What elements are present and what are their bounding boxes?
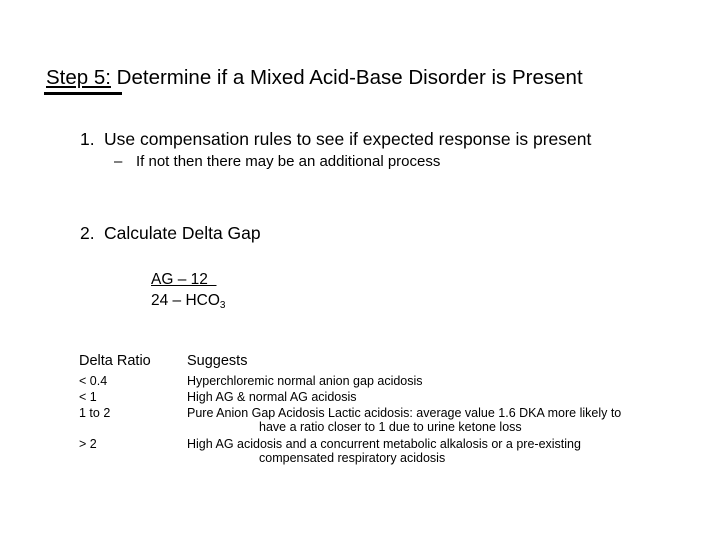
row-ratio: > 2 bbox=[79, 437, 97, 451]
subscript: 3 bbox=[219, 300, 226, 311]
slide-title bbox=[46, 66, 583, 90]
title-text: Determine if a Mixed Acid-Base Disorder is Present bbox=[110, 66, 583, 89]
formula-denominator: $24 - HCO_3$ bbox=[151, 292, 226, 311]
sub-item-text: If not then there may be an additional process bbox=[136, 153, 441, 170]
row-ratio: 1 to 2 bbox=[79, 406, 111, 420]
row-description: Pure Anion Gap Acidosis Lactic acidosis: average value 1.6 DKA more likely to have a ratio closer to 1 due to urine ketone loss bbox=[187, 406, 622, 434]
table-header-ratio: Delta Ratio bbox=[79, 353, 151, 369]
row-description: Hyperchloremic normal anion gap acidosis bbox=[187, 374, 423, 388]
row-description: High AG acidosis and a concurrent metabolic alkalosis or a pre-existing compensated respiratory acidosis bbox=[187, 437, 581, 465]
list-item-text: Use compensation rules to see if expected response is present bbox=[104, 129, 592, 149]
list-number: 1. bbox=[80, 129, 95, 149]
list-item-text: Calculate Delta Gap bbox=[104, 223, 261, 243]
list-number: 2. bbox=[80, 223, 95, 243]
list-item-compensation bbox=[80, 128, 591, 150]
step-label: Step 5: bbox=[46, 66, 111, 89]
sub-dash: – bbox=[114, 153, 123, 170]
sub-item-additional-process bbox=[114, 152, 440, 172]
title-underline-bar bbox=[44, 92, 122, 95]
row-ratio: < 1 bbox=[79, 390, 97, 404]
table-header-suggests: Suggests bbox=[187, 353, 248, 369]
row-description: High AG & normal AG acidosis bbox=[187, 390, 357, 404]
row-ratio: < 0.4 bbox=[79, 374, 108, 388]
list-item-delta-gap bbox=[80, 222, 261, 244]
formula-numerator: AG – 12 bbox=[151, 271, 217, 288]
